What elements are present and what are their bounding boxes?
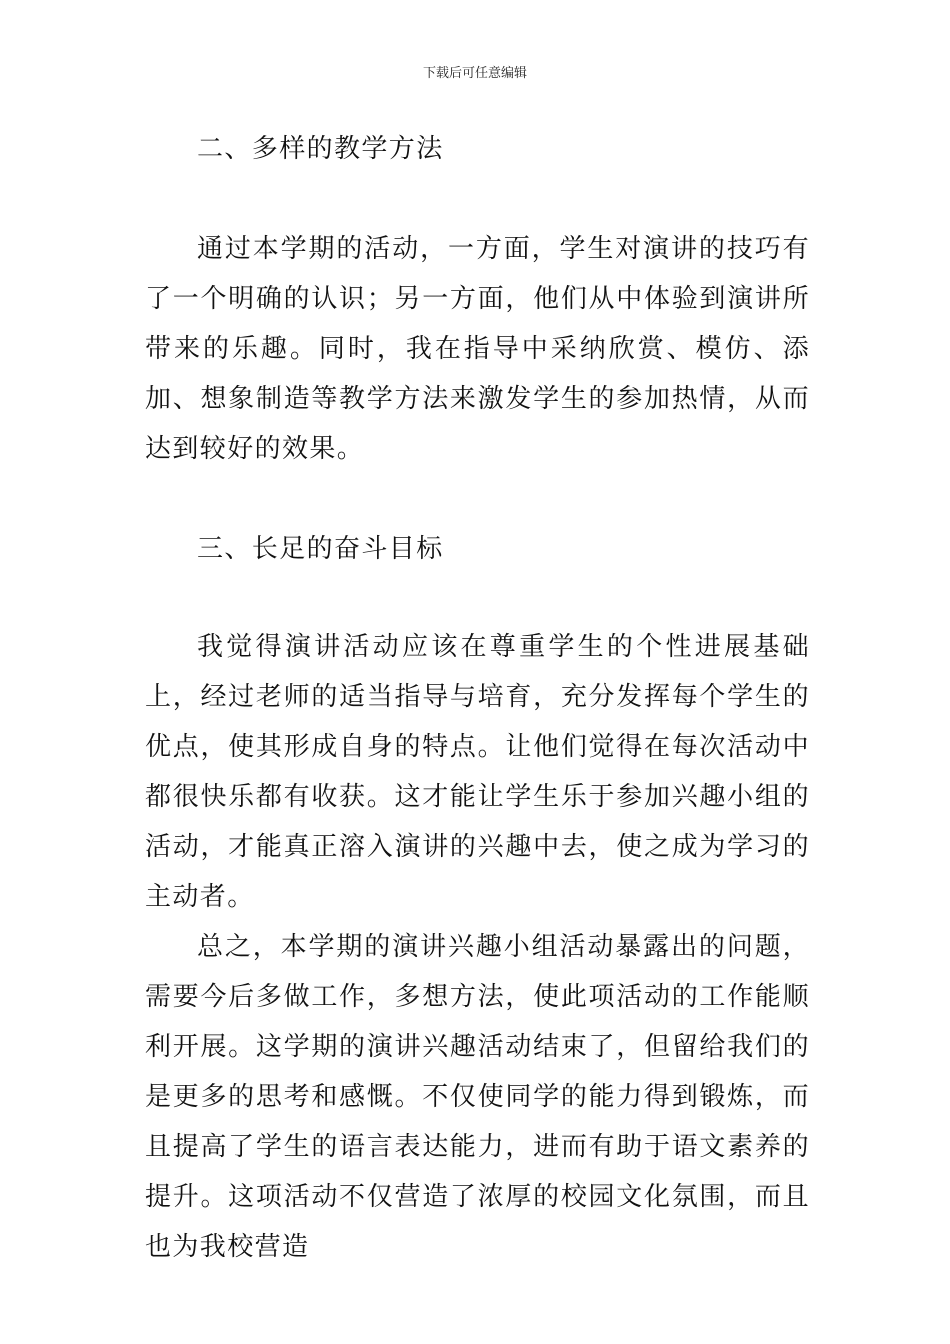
section-heading-methods: 二、多样的教学方法 [197,134,444,164]
paragraph-conclusion: 总之，本学期的演讲兴趣小组活动暴露出的问题，需要今后多做工作，多想方法，使此项活动的工作能顺利开展。这学期的演讲兴趣活动结束了，但留给我们的是更多的思考和感慨。不仅使同学的能力得到锻炼，而且提高了学生的语言表达能力，进而有助于语文素养的提升。这项活动不仅营造了浓厚的校园文化氛围，而且也为我校营造 [145,932,810,1262]
header-note: 下载后可任意编辑 [422,66,527,81]
paragraph-goals: 我觉得演讲活动应该在尊重学生的个性进展基础上，经过老师的适当指导与培育，充分发挥每个学生的优点，使其形成自身的特点。让他们觉得在每次活动中都很快乐都有收获。这才能让学生乐于参加兴趣小组的活动，才能真正溶入演讲的兴趣中去，使之成为学习的主动者。 [145,632,810,912]
paragraph-methods: 通过本学期的活动，一方面，学生对演讲的技巧有了一个明确的认识；另一方面，他们从中体验到演讲所带来的乐趣。同时，我在指导中采纳欣赏、模仿、添加、想象制造等教学方法来激发学生的参加热情，从而达到较好的效果。 [145,234,810,464]
section-heading-goals: 三、长足的奋斗目标 [197,534,444,564]
